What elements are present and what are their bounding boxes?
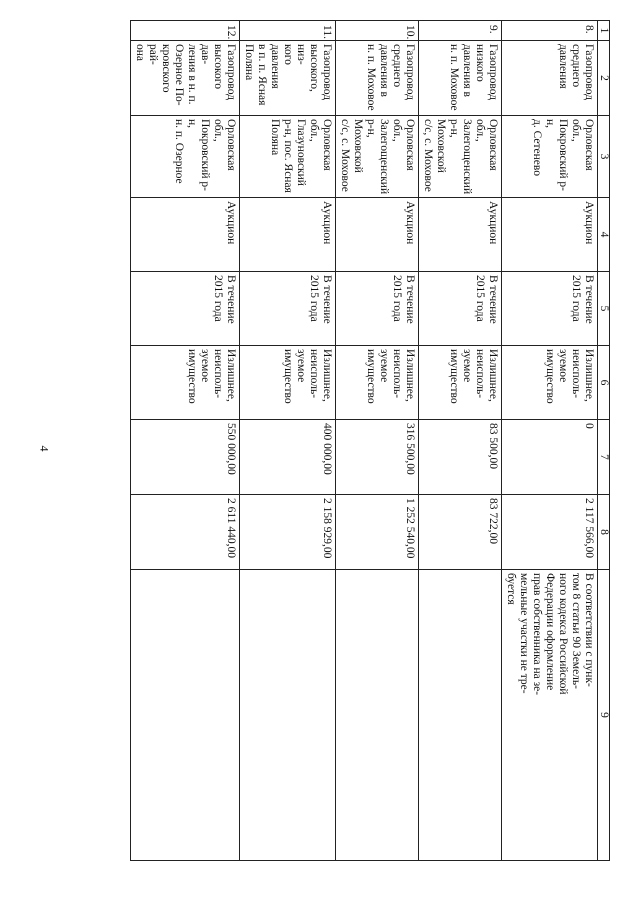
table-row <box>240 21 336 861</box>
property-table <box>130 20 610 861</box>
object-location: Орловская обл., Залегощенский р-н, Моховской с/с, с. Моховое <box>419 116 502 198</box>
note <box>131 570 240 861</box>
header-cell: 6 <box>598 346 610 420</box>
row-number: 8. <box>502 21 598 41</box>
table-row <box>336 21 419 861</box>
header-cell: 7 <box>598 420 610 495</box>
sale-method: Аукцион <box>419 198 502 272</box>
sale-method: Аукцион <box>502 198 598 272</box>
book-value: 2 158 929,00 <box>240 495 336 570</box>
row-number: 11. <box>240 21 336 41</box>
price-value: 550 000,00 <box>131 420 240 495</box>
object-name: Газопровод среднего давления <box>502 41 598 116</box>
note <box>240 570 336 861</box>
price-value: 0 <box>502 420 598 495</box>
table-row <box>419 21 502 861</box>
header-row <box>598 21 610 861</box>
sale-period: В течение 2015 года <box>240 272 336 346</box>
object-location: Орловская обл., Глазуновский р-н, пос. Ясная Поляна <box>240 116 336 198</box>
object-name: Газопровод среднего давления в н. п. Моховое <box>336 41 419 116</box>
note: В соответствии с пунк- том 8 статьи 90 Земель- ного кодекса Российской Федерации оформление прав собственника на зе- мельные участки не тре- буется <box>502 570 598 861</box>
table-row <box>502 21 598 861</box>
sale-reason: Излишнее, неисполь- зуемое имущество <box>502 346 598 420</box>
row-number: 9. <box>419 21 502 41</box>
book-value: 83 722,00 <box>419 495 502 570</box>
header-cell: 9 <box>598 570 610 861</box>
price-value: 83 500,00 <box>419 420 502 495</box>
object-location: Орловская обл., Залегощенский р-н, Моховской с/с, с. Моховое <box>336 116 419 198</box>
sale-method: Аукцион <box>336 198 419 272</box>
row-number: 10. <box>336 21 419 41</box>
price-value: 400 000,00 <box>240 420 336 495</box>
book-value: 2 611 440,00 <box>131 495 240 570</box>
object-location: Орловская обл., Покровский р-н, д. Сетенево <box>502 116 598 198</box>
sale-period: В течение 2015 года <box>336 272 419 346</box>
book-value: 1 252 540,00 <box>336 495 419 570</box>
header-cell: 8 <box>598 495 610 570</box>
row-number: 12. <box>131 21 240 41</box>
object-location: Орловская обл., Покровский р-н, н. п. Озерное <box>131 116 240 198</box>
page-number: 4 <box>37 445 52 452</box>
price-value: 316 500,00 <box>336 420 419 495</box>
book-value: 2 117 566,00 <box>502 495 598 570</box>
object-name: Газопровод низкого давления в н. п. Моховое <box>419 41 502 116</box>
sale-reason: Излишнее, неисполь- зуемое имущество <box>336 346 419 420</box>
header-cell: 3 <box>598 116 610 198</box>
sale-method: Аукцион <box>131 198 240 272</box>
object-name: Газопровод высокого дав- ления в н. п. Озерное По- кровского рай- она <box>131 41 240 116</box>
object-name: Газопровод высокого, низ- кого давления в п. п. Ясная Поляна <box>240 41 336 116</box>
sale-reason: Излишнее, неисполь- зуемое имущество <box>419 346 502 420</box>
header-cell: 1 <box>598 21 610 41</box>
header-cell: 5 <box>598 272 610 346</box>
sale-method: Аукцион <box>240 198 336 272</box>
sale-reason: Излишнее, неисполь- зуемое имущество <box>131 346 240 420</box>
note <box>419 570 502 861</box>
sale-reason: Излишнее, неисполь- зуемое имущество <box>240 346 336 420</box>
header-cell: 4 <box>598 198 610 272</box>
header-cell: 2 <box>598 41 610 116</box>
rotated-table-wrapper <box>50 20 610 840</box>
note <box>336 570 419 861</box>
sale-period: В течение 2015 года <box>131 272 240 346</box>
sale-period: В течение 2015 года <box>419 272 502 346</box>
table-row <box>131 21 240 861</box>
sale-period: В течение 2015 года <box>502 272 598 346</box>
